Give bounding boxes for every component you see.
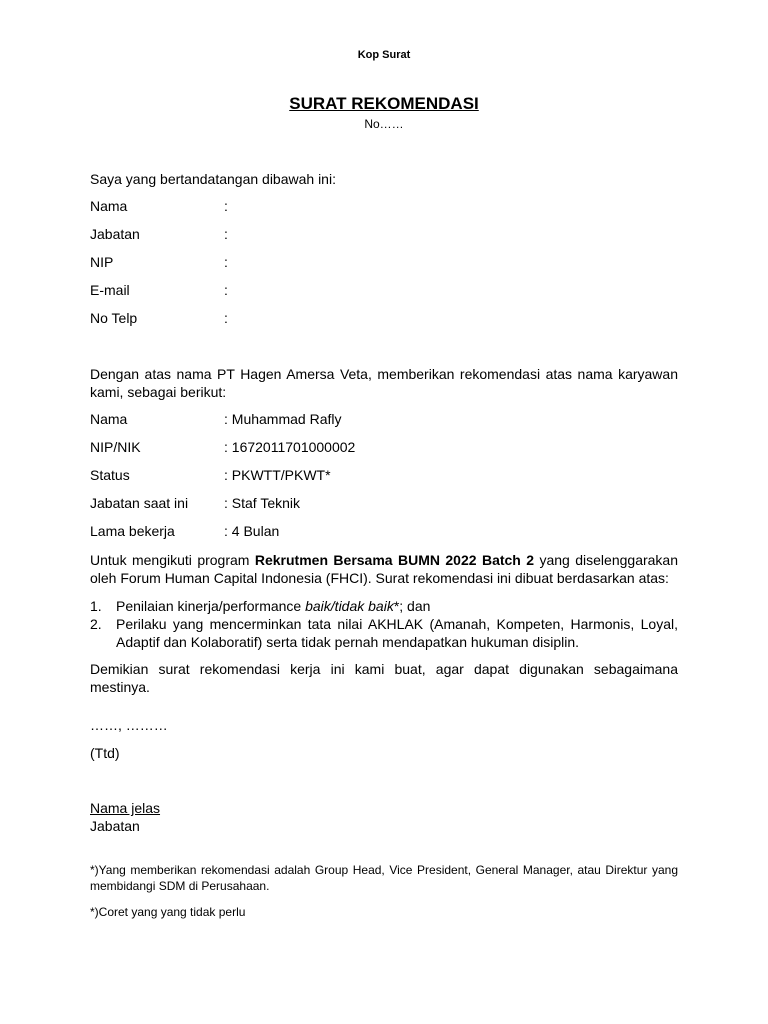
field-value: : PKWTT/PKWT* [224,467,331,483]
field-value: : [224,282,228,298]
employee-row-lama [90,522,680,540]
field-value: : Muhammad Rafly [224,411,342,427]
list-number: 2. [90,616,102,632]
signer-row-email [90,281,680,299]
signer-row-nama [90,197,680,215]
field-label: NIP [90,254,114,270]
intro-text: Saya yang bertandatangan dibawah ini: [90,171,336,187]
signature-mark: (Ttd) [90,745,120,761]
list-number: 1. [90,598,102,614]
purpose-text-cont: yang diselenggarakan oleh Forum Human Capital Indonesia (FHCI). Surat rekomendasi ini dibuat berdasarkan atas: [90,552,678,586]
place-date: ……, ……… [90,717,168,733]
field-value: : 4 Bulan [224,523,280,539]
field-label: Jabatan [90,226,140,242]
criteria-text: Perilaku yang mencerminkan tata nilai AKHLAK (Amanah, Kompeten, Harmonis, Loyal, Adaptif dan Kolaboratif) serta tidak pernah mendapatkan hukuman disiplin. [116,616,678,650]
list-item [90,615,678,651]
employee-row-nip [90,438,680,456]
field-value: : Staf Teknik [224,495,301,511]
field-label: E-mail [90,282,130,298]
field-value: : [224,310,228,326]
signer-row-jabatan [90,225,680,243]
employee-row-jabatan [90,494,680,512]
criteria-list [90,597,678,651]
field-label: NIP/NIK [90,439,141,455]
field-label: Lama bekerja [90,523,175,539]
purpose-paragraph [90,551,678,587]
signer-name-text: Nama jelas [90,800,161,816]
letterhead: Kop Surat [357,49,411,61]
field-label: Nama [90,198,128,214]
field-label: No Telp [90,310,138,326]
criteria-text-end: *; dan [393,598,431,614]
criteria-text: Penilaian kinerja/performance [116,598,306,614]
field-value: : [224,226,228,242]
purpose-text: Untuk mengikuti program [90,552,255,568]
signer-name [90,799,678,817]
signer-position: Jabatan [90,818,140,834]
signer-row-nip [90,253,680,271]
signer-row-telp [90,309,680,327]
criteria-italic: baik/tidak baik [305,598,394,614]
page-title [0,94,768,114]
field-value: : 1672011701000002 [224,439,356,455]
employee-row-nama [90,410,680,428]
footnote: *)Yang memberikan rekomendasi adalah Group Head, Vice President, General Manager, atau Direktur yang membidangi SDM di Perusahaan. [90,863,678,893]
program-name: Rekrutmen Bersama BUMN 2022 Batch 2 [254,552,535,568]
field-value: : [224,254,228,270]
field-value: : [224,198,228,214]
title-text: SURAT REKOMENDASI [289,94,479,113]
footnote: *)Coret yang yang tidak perlu [90,905,246,919]
letter-number: No…… [364,117,404,131]
field-label: Status [90,467,130,483]
list-item [90,597,678,615]
company-paragraph: Dengan atas nama PT Hagen Amersa Veta, memberikan rekomendasi atas nama karyawan kami, sebagai berikut: [90,366,678,400]
employee-row-status [90,466,680,484]
field-label: Jabatan saat ini [90,495,189,511]
closing-paragraph: Demikian surat rekomendasi kerja ini kami buat, agar dapat digunakan sebagaimana mestinya. [90,661,678,695]
field-label: Nama [90,411,128,427]
